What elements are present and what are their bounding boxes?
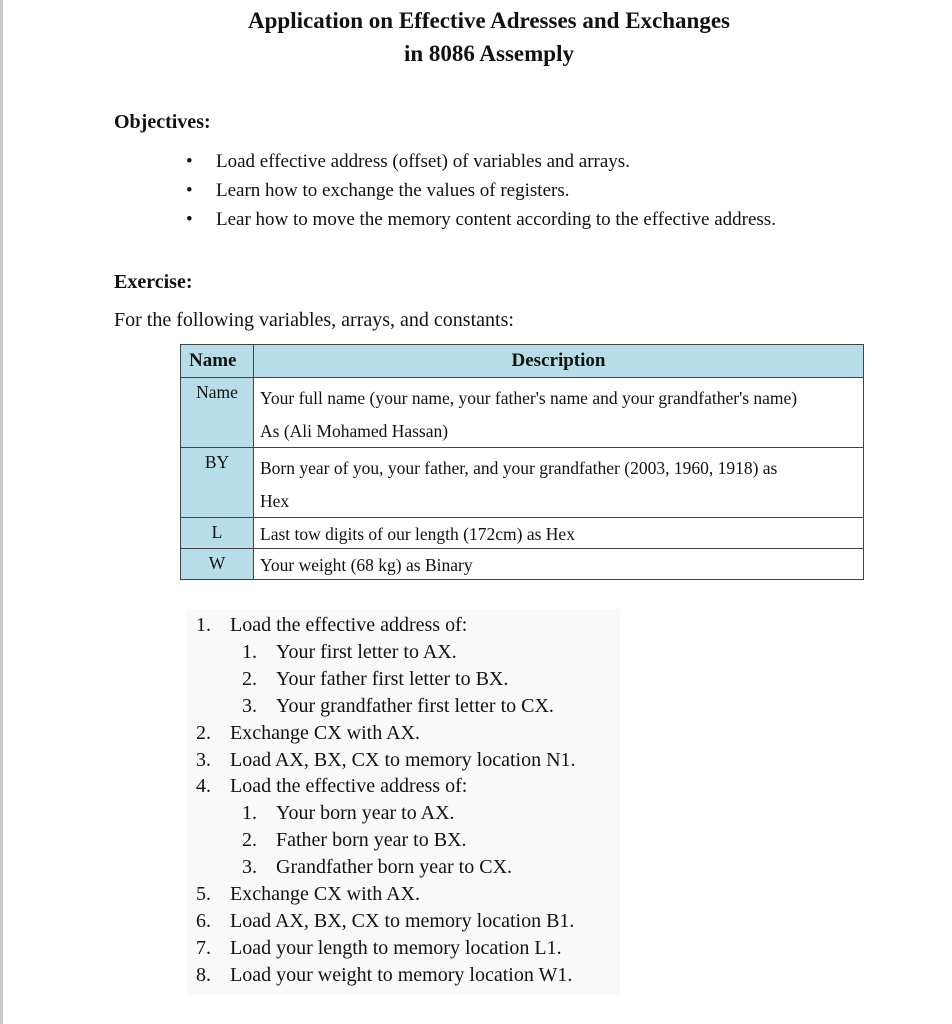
name-cell: L bbox=[181, 518, 254, 549]
list-item: 6. Load AX, BX, CX to memory location B1. bbox=[196, 909, 575, 932]
description-cell: Born year of you, your father, and your grandfather (2003, 1960, 1918) as Hex bbox=[254, 448, 864, 518]
table-header-row bbox=[181, 345, 864, 378]
list-item: 3. Load AX, BX, CX to memory location N1. bbox=[196, 748, 576, 771]
list-item: 1. Your first letter to AX. bbox=[242, 640, 457, 663]
list-item: 2. Exchange CX with AX. bbox=[196, 721, 420, 744]
description-cell: Your full name (your name, your father's name and your grandfather's name) As (Ali Mohamed Hassan) bbox=[254, 378, 864, 448]
table-row bbox=[181, 549, 864, 580]
list-item: 2. Father born year to BX. bbox=[242, 829, 467, 852]
name-cell: W bbox=[181, 549, 254, 580]
table-row bbox=[181, 378, 864, 448]
list-item: 2. Your father first letter to BX. bbox=[242, 667, 509, 690]
table-row bbox=[181, 518, 864, 549]
name-cell: BY bbox=[181, 448, 254, 518]
bullet-icon: • bbox=[186, 180, 193, 201]
list-item: • Learn how to exchange the values of registers. bbox=[186, 176, 776, 205]
description-cell: Last tow digits of our length (172cm) as Hex bbox=[254, 518, 864, 549]
variables-table bbox=[180, 344, 864, 580]
table-row bbox=[181, 448, 864, 518]
column-header-name: Name bbox=[181, 345, 254, 378]
page-left-border bbox=[0, 0, 3, 1024]
name-cell: Name bbox=[181, 378, 254, 448]
exercise-intro: For the following variables, arrays, and constants: bbox=[114, 309, 514, 331]
objectives-heading: Objectives: bbox=[114, 111, 211, 133]
objectives-list bbox=[186, 147, 776, 234]
bullet-icon: • bbox=[186, 209, 193, 230]
document-title: Application on Effective Adresses and Exchanges bbox=[248, 8, 730, 33]
task-list bbox=[196, 612, 576, 989]
list-item: 1. Load the effective address of: bbox=[196, 614, 468, 636]
list-item: 8. Load your weight to memory location W1. bbox=[196, 963, 573, 986]
list-item: 3. Your grandfather first letter to CX. bbox=[242, 694, 554, 717]
list-item: • Lear how to move the memory content according to the effective address. bbox=[186, 205, 776, 234]
document-subtitle: in 8086 Assemply bbox=[404, 41, 574, 66]
column-header-description: Description bbox=[254, 345, 864, 378]
exercise-heading: Exercise: bbox=[114, 271, 193, 293]
list-item: 4. Load the effective address of: bbox=[196, 775, 468, 798]
list-item: 5. Exchange CX with AX. bbox=[196, 883, 420, 906]
list-item: 1. Your born year to AX. bbox=[242, 802, 455, 825]
list-item: 3. Grandfather born year to CX. bbox=[242, 856, 513, 879]
bullet-icon: • bbox=[186, 151, 193, 172]
list-item: 7. Load your length to memory location L1. bbox=[196, 936, 562, 959]
description-cell: Your weight (68 kg) as Binary bbox=[254, 549, 864, 580]
list-item: • Load effective address (offset) of variables and arrays. bbox=[186, 147, 776, 176]
